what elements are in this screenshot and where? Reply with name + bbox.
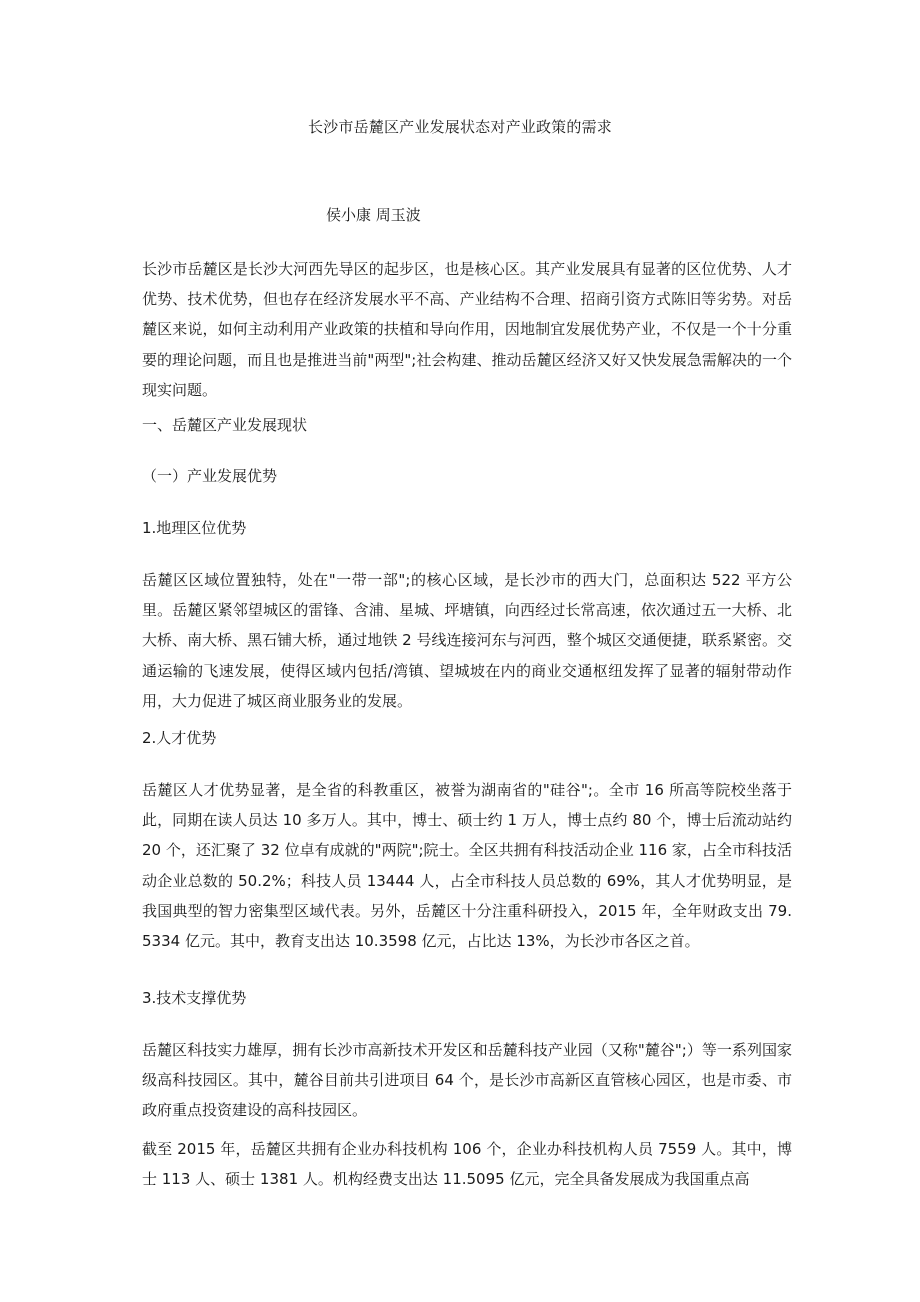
subsection-heading: （一）产业发展优势	[142, 467, 278, 485]
item-heading-technology: 3.技术支撑优势	[142, 989, 247, 1007]
paragraph-research-institutions: 截至 2015 年，岳麓区共拥有企业办科技机构 106 个，企业办科技机构人员 7559 人。其中，博士 113 人、硕士 1381 人。机构经费支出达 11.5095 亿元，完全具备发展成为我国重点高	[142, 1140, 792, 1189]
item-heading-location: 1.地理区位优势	[142, 519, 247, 537]
paragraph-location: 岳麓区区域位置独特，处在"一带一部";的核心区域，是长沙市的西大门，总面积达 522 平方公里。岳麓区紧邻望城区的雷锋、含浦、星城、坪塘镇，向西经过长常高速，依次通过五一大桥、北大桥、南大桥、黑石铺大桥，通过地铁 2 号线连接河东与河西，整个城区交通便捷，联系紧密。交通运输的飞速发展，使得区域内包括/湾镇、望城坡在内的商业交通枢纽发挥了显著的辐射带动作用，大力促进了城区商业服务业的发展。	[142, 571, 792, 710]
document-authors: 侯小康 周玉波	[326, 206, 421, 224]
document-title: 长沙市岳麓区产业发展状态对产业政策的需求	[307, 118, 612, 136]
intro-paragraph: 长沙市岳麓区是长沙大河西先导区的起步区，也是核心区。其产业发展具有显著的区位优势、人才优势、技术优势，但也存在经济发展水平不高、产业结构不合理、招商引资方式陈旧等劣势。对岳麓区来说，如何主动利用产业政策的扶植和导向作用，因地制宜发展优势产业，不仅是一个十分重要的理论问题，而且也是推进当前"两型";社会构建、推动岳麓区经济又好又快发展急需解决的一个现实问题。	[142, 260, 792, 399]
paragraph-talent: 岳麓区人才优势显著，是全省的科教重区，被誉为湖南省的"硅谷";。全市 16 所高等院校坐落于此，同期在读人员达 10 多万人。其中，博士、硕士约 1 万人，博士点约 80 个，博士后流动站约 20 个，还汇聚了 32 位卓有成就的"两院";院士。全区共拥有科技活动企业 116 家，占全市科技活动企业总数的 50.2%；科技人员 13444 人，占全市科技人员总数的 69%，其人才优势明显，是我国典型的智力密集型区域代表。另外，岳麓区十分注重科研投入，2015 年，全年财政支出 79.5334 亿元。其中，教育支出达 10.3598 亿元，占比达 13%，为长沙市各区之首。	[142, 781, 792, 951]
item-heading-talent: 2.人才优势	[142, 729, 217, 747]
paragraph-technology: 岳麓区科技实力雄厚，拥有长沙市高新技术开发区和岳麓科技产业园（又称"麓谷";）等一系列国家级高科技园区。其中，麓谷目前共引进项目 64 个，是长沙市高新区直管核心园区，也是市委、市政府重点投资建设的高科技园区。	[142, 1041, 792, 1120]
section-heading: 一、岳麓区产业发展现状	[142, 416, 308, 434]
